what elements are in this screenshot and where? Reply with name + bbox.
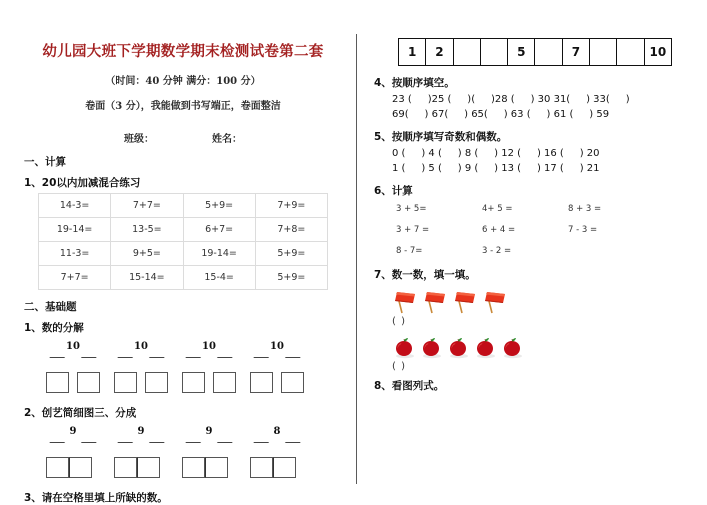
item4-line2: 69( ) 67( ) 65( ) 63 ( ) 61 ( ) 59 [392, 109, 610, 120]
decomposition-group [178, 426, 240, 484]
item2-heading: 2、创艺简细图三、分成 [24, 407, 137, 419]
calc-cell: 19-14= [39, 218, 111, 242]
right-column [370, 30, 682, 485]
decomposition-right-leg [136, 357, 165, 372]
flag-answer-blank: ( ) [392, 316, 406, 327]
decomposition-answer-box[interactable] [213, 372, 236, 393]
decomposition-answer-box[interactable] [46, 457, 69, 478]
decomposition-row-tens [42, 341, 342, 399]
calc-cell: 19-14= [183, 242, 255, 266]
decomposition-group [42, 341, 104, 399]
decomposition-answer-box[interactable] [182, 457, 205, 478]
exam-subtitle: （时间：40 分钟 满分：100 分） [105, 76, 261, 87]
decomposition-answer-box[interactable] [46, 372, 69, 393]
apple-icon [392, 335, 416, 359]
item7-heading: 7、数一数，填一填。 [374, 269, 476, 281]
item6-calculation-grid [396, 204, 682, 256]
item3-heading: 3、请在空格里填上所缺的数。 [24, 492, 168, 504]
number-grid-cell-filled: 5 [508, 39, 535, 65]
decomposition-answer-box[interactable] [77, 372, 100, 393]
number-grid-cell-filled: 7 [563, 39, 590, 65]
name-label: 姓名： [212, 134, 242, 145]
flag-icon [392, 290, 418, 314]
number-grid-cell-blank[interactable] [535, 39, 562, 65]
decomposition-answer-box[interactable] [114, 457, 137, 478]
decomposition-answer-box[interactable] [114, 372, 137, 393]
apple-answer-blank: ( ) [392, 361, 406, 372]
item6-expression: 7 - 3 = [568, 225, 598, 235]
decomposition-answer-box[interactable] [182, 372, 205, 393]
flag-icon [452, 290, 478, 314]
item6-expression: 3 + 5= [396, 204, 427, 214]
decomposition-right-leg [68, 357, 97, 372]
item6-row [396, 246, 682, 256]
decomposition-group [246, 426, 308, 484]
item6-expression: 6 + 4 = [482, 225, 516, 235]
apple-icon [419, 335, 443, 359]
apple-icon [446, 335, 470, 359]
section-two-heading: 二、基础题 [24, 301, 77, 313]
item6-expression: 4+ 5 = [482, 204, 513, 214]
number-grid-cell-blank[interactable] [590, 39, 617, 65]
decomposition-answer-box[interactable] [281, 372, 304, 393]
item6-expression: 3 - 2 = [482, 246, 512, 256]
item1-heading: 1、20以内加减混合练习 [24, 177, 141, 189]
decomposition-total: 10 [66, 341, 80, 352]
decomposition-answer-box[interactable] [69, 457, 92, 478]
calc-cell: 7+9= [255, 194, 327, 218]
item5-line2: 1 ( ) 5 ( ) 9 ( ) 13 ( ) 17 ( ) 21 [392, 163, 600, 174]
decomposition-answer-box[interactable] [205, 457, 228, 478]
class-label: 班级： [124, 134, 154, 145]
number-grid-cell-blank[interactable] [481, 39, 508, 65]
decomposition-group [178, 341, 240, 399]
number-grid-cell-filled: 1 [399, 39, 426, 65]
number-grid-cell-blank[interactable] [454, 39, 481, 65]
item6-heading: 6、计算 [374, 185, 413, 197]
decomposition-answer-box[interactable] [273, 457, 296, 478]
section-one-heading: 一、计算 [24, 156, 66, 168]
item6-expression [568, 246, 654, 256]
calculation-table [38, 193, 328, 290]
calc-cell: 15-4= [183, 266, 255, 290]
item6-expression: 8 - 7= [396, 246, 423, 256]
calc-cell: 9+5= [111, 242, 183, 266]
calc-cell: 15-14= [111, 266, 183, 290]
item5-line1: 0 ( ) 4 ( ) 8 ( ) 12 ( ) 16 ( ) 20 [392, 148, 600, 159]
table-row [39, 242, 328, 266]
apple-icon [500, 335, 524, 359]
decomposition-total: 8 [273, 426, 281, 437]
table-row [39, 194, 328, 218]
item6-expression: 8 + 3 = [568, 204, 602, 214]
decomposition-total: 9 [69, 426, 77, 437]
decomposition-group [110, 426, 172, 484]
item8-heading: 8、看图列式。 [374, 380, 445, 392]
decomposition-group [110, 341, 172, 399]
calc-cell: 7+7= [39, 266, 111, 290]
table-row [39, 218, 328, 242]
decomposition-total: 10 [134, 341, 148, 352]
item4-line1: 23 ( )25 ( )( )28 ( ) 30 31( ) 33( ) [392, 94, 630, 105]
number-grid-cell-filled: 2 [426, 39, 453, 65]
number-sequence-grid [398, 38, 672, 66]
calc-cell: 5+9= [255, 242, 327, 266]
decomposition-right-leg [272, 442, 301, 457]
decomposition-answer-box[interactable] [137, 457, 160, 478]
calc-cell: 13-5= [111, 218, 183, 242]
calc-cell: 5+9= [255, 266, 327, 290]
calc-cell: 6+7= [183, 218, 255, 242]
number-grid-cell-filled: 10 [649, 45, 667, 59]
decomposition-right-leg [272, 357, 301, 372]
table-row [39, 266, 328, 290]
decomposition-answer-box[interactable] [250, 457, 273, 478]
decomposition-total: 9 [137, 426, 145, 437]
decomposition-total: 10 [202, 341, 216, 352]
page-title: 幼儿园大班下学期数学期末检测试卷第二套 [42, 43, 324, 60]
item5-heading: 5、按顺序填写奇数和偶数。 [374, 131, 508, 143]
left-column [24, 30, 342, 504]
item1b-heading: 1、数的分解 [24, 322, 84, 334]
apple-icon [473, 335, 497, 359]
item6-row [396, 204, 682, 214]
calc-cell: 7+8= [255, 218, 327, 242]
decomposition-total: 10 [270, 341, 284, 352]
decomposition-group [246, 341, 308, 399]
flag-icon [482, 290, 508, 314]
decomposition-answer-box[interactable] [250, 372, 273, 393]
calc-cell: 14-3= [39, 194, 111, 218]
student-info-line [24, 130, 342, 145]
column-divider [356, 34, 357, 484]
calc-cell: 5+9= [183, 194, 255, 218]
decomposition-total: 9 [205, 426, 213, 437]
flag-icon [422, 290, 448, 314]
decomposition-right-leg [204, 442, 233, 457]
exam-note: 卷面（3 分），我能做到书写端正，卷面整洁 [85, 101, 281, 112]
decomposition-answer-box[interactable] [145, 372, 168, 393]
flag-picture-row [392, 288, 682, 314]
item4-heading: 4、按顺序填空。 [374, 77, 455, 89]
decomposition-right-leg [204, 357, 233, 372]
decomposition-right-leg [68, 442, 97, 457]
calc-cell: 11-3= [39, 242, 111, 266]
decomposition-row-nines [42, 426, 342, 484]
apple-picture-row [392, 333, 682, 359]
decomposition-group [42, 426, 104, 484]
item6-expression: 3 + 7 = [396, 225, 430, 235]
decomposition-right-leg [136, 442, 165, 457]
number-grid-cell-blank[interactable] [617, 39, 644, 65]
calc-cell: 7+7= [111, 194, 183, 218]
item6-row [396, 225, 682, 235]
